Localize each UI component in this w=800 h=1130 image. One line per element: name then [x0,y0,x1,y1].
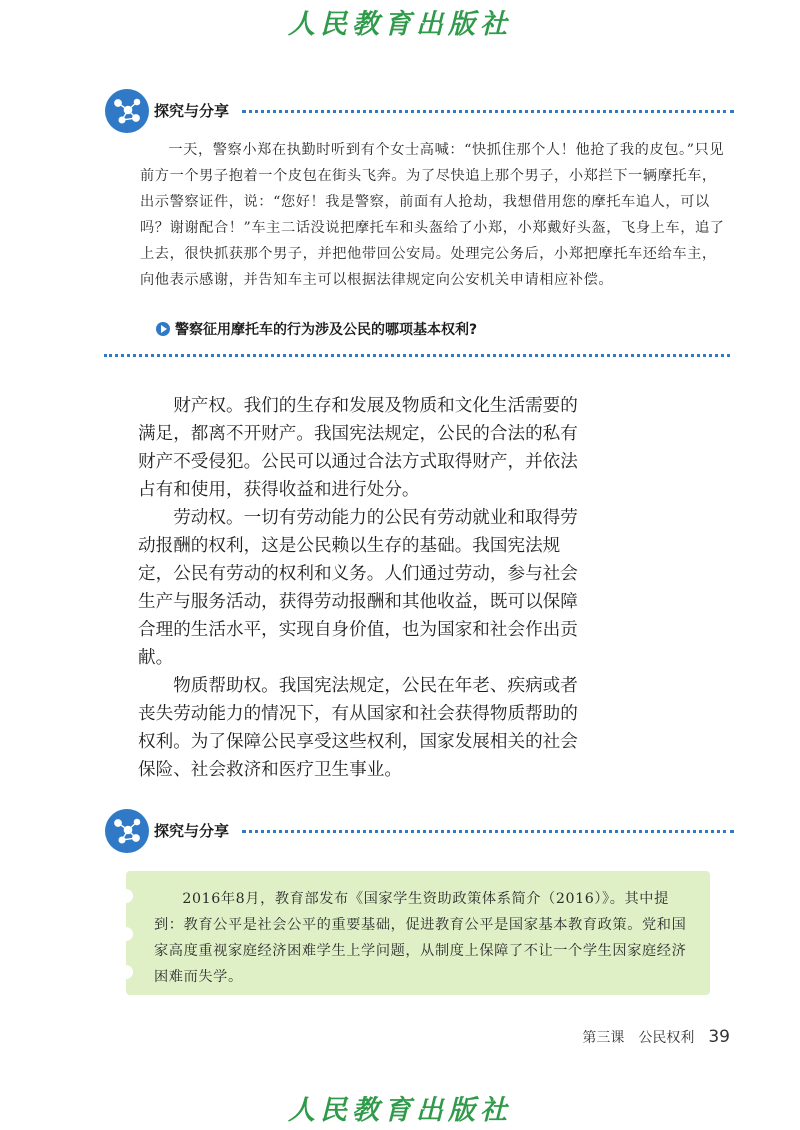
main-body [138,392,586,784]
paragraph-property-right: 财产权。我们的生存和发展及物质和文化生活需要的满足，都离不开财产。我国宪法规定，公民的合法的私有财产不受侵犯。公民可以通过合法方式取得财产，并依法占有和使用，获得收益和进行处分。 [138,396,578,500]
discussion-question [156,319,477,339]
section-title: 探究与分享 [154,822,230,840]
paragraph-labor-right: 劳动权。一切有劳动能力的公民有劳动就业和取得劳动报酬的权利，这是公民赖以生存的基础。我国宪法规定，公民有劳动的权利和义务。人们通过劳动，参与社会生产与服务活动，获得劳动报酬和其他收益，既可以保障合理的生活水平，实现自身价值，也为国家和社会作出贡献。 [138,508,578,668]
section-title: 探究与分享 [154,102,230,120]
section-divider [104,354,730,357]
arrow-bullet-icon [156,322,170,336]
page-footer [582,1027,730,1047]
publisher-logo-bottom: 人民教育出版社 [288,1095,512,1126]
section-header-explore-share-2 [104,808,734,854]
publisher-logo-top: 人民教育出版社 [288,9,512,40]
molecule-badge-icon [104,808,150,854]
policy-case-text: 2016年8月，教育部发布《国家学生资助政策体系简介（2016）》。其中提到：教育公平是社会公平的重要基础，促进教育公平是国家基本教育政策。党和国家高度重视家庭经济困难学生上学问题，从制度上保障了不让一个学生因家庭经济困难而失学。 [154,891,687,985]
scallop-notch [119,965,133,979]
scallop-notch [119,889,133,903]
case-story-text: 一天，警察小郑在执勤时听到有个女士高喊：“快抓住那个人！他抢了我的皮包。”只见前方一个男子抱着一个皮包在街头飞奔。为了尽快追上那个男子，小郑拦下一辆摩托车，出示警察证件，说：“您好！我是警察，前面有人抢劫，我想借用您的摩托车追人，可以吗？谢谢配合！”车主二话没说把摩托车和头盔给了小郑，小郑戴好头盔，飞身上车，追了上去，很快抓获那个男子，并把他带回公安局。处理完公务后，小郑把摩托车还给车主，向他表示感谢，并告知车主可以根据法律规定向公安机关申请相应补偿。 [140,142,725,288]
dotted-rule [242,830,734,833]
question-text: 警察征用摩托车的行为涉及公民的哪项基本权利? [175,322,478,338]
lesson-label: 第三课 公民权利 [582,1030,695,1046]
dotted-rule [242,110,734,113]
section-header-explore-share-1 [104,88,734,134]
page-number: 39 [708,1027,730,1047]
paragraph-material-assistance-right: 物质帮助权。我国宪法规定，公民在年老、疾病或者丧失劳动能力的情况下，有从国家和社会获得物质帮助的权利。为了保障公民享受这些权利，国家发展相关的社会保险、社会救济和医疗卫生事业。 [138,676,578,780]
molecule-badge-icon [104,88,150,134]
scallop-notch [119,927,133,941]
